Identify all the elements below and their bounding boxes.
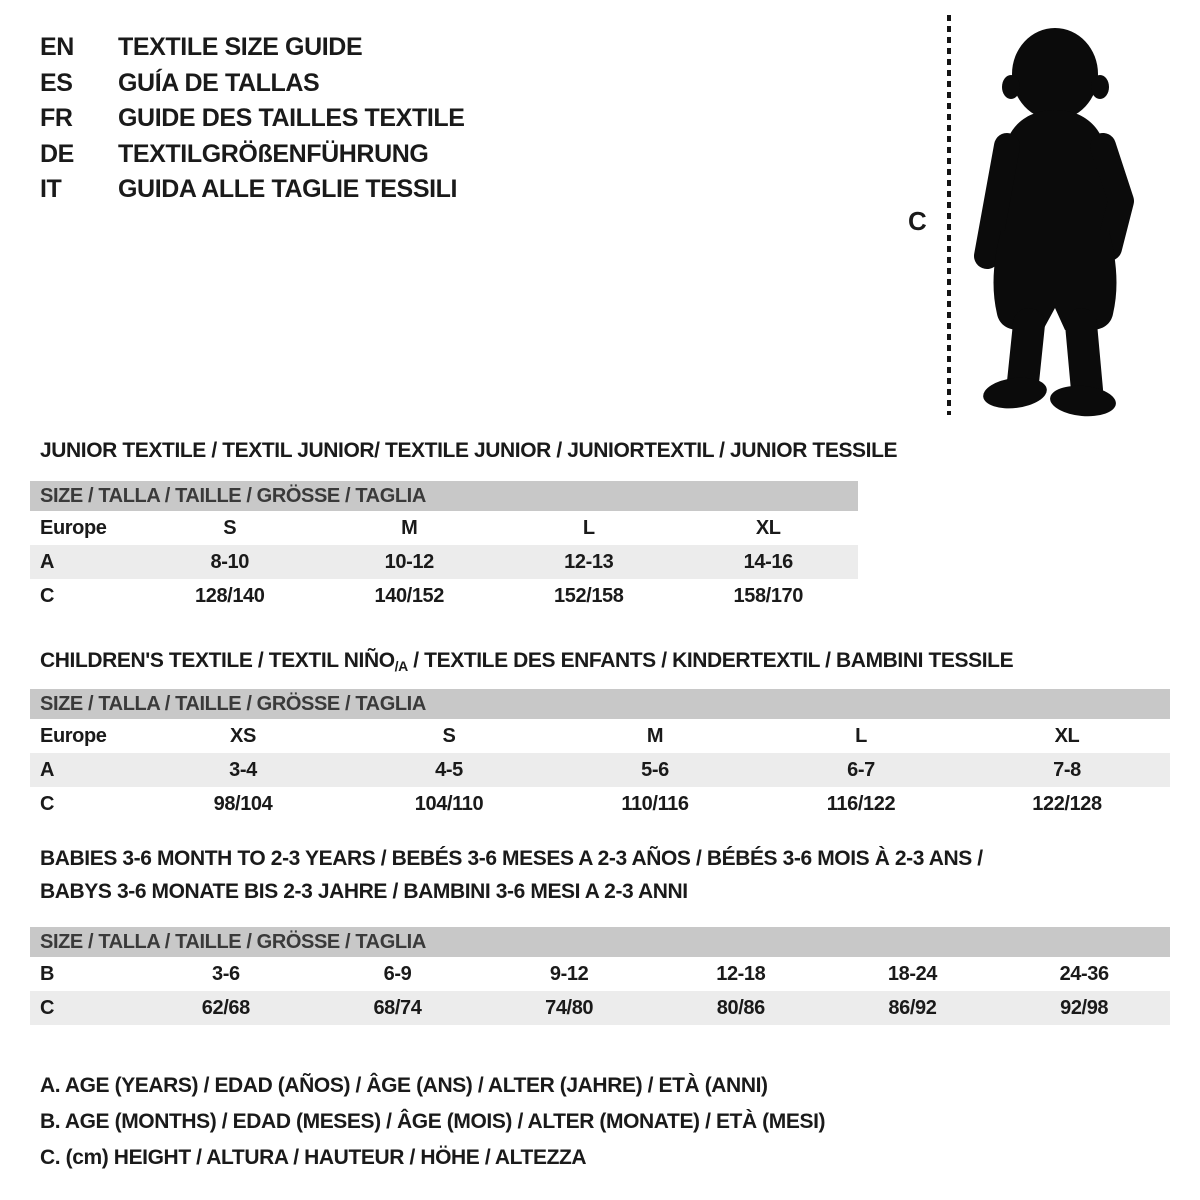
size-cell: M <box>401 516 418 539</box>
size-table-header: SIZE / TALLA / TAILLE / GRÖSSE / TAGLIA <box>30 927 1170 957</box>
size-table-header: SIZE / TALLA / TAILLE / GRÖSSE / TAGLIA <box>30 689 1170 719</box>
table-row <box>30 579 858 613</box>
size-cell: 86/92 <box>888 996 937 1019</box>
size-cell: 122/128 <box>1032 792 1102 815</box>
size-cell: XL <box>1054 724 1080 747</box>
language-row <box>40 137 465 173</box>
size-cell: 92/98 <box>1060 996 1109 1019</box>
size-cell: 110/116 <box>621 792 689 815</box>
size-cell: XS <box>230 724 256 747</box>
legend-line-b: B. AGE (MONTHS) / EDAD (MESES) / ÂGE (MOIS) / ALTER (MONATE) / ETÀ (MESI) <box>40 1110 826 1133</box>
size-cell: XL <box>755 516 781 539</box>
babies-title-line2: BABYS 3-6 MONATE BIS 2-3 JAHRE / BAMBINI 3-6 MESI A 2-3 ANNI <box>40 880 688 903</box>
table-row <box>30 753 1170 787</box>
language-title: GUIDA ALLE TAGLIE TESSILI <box>118 175 458 203</box>
size-cell: 6-9 <box>383 962 412 985</box>
language-code: DE <box>40 139 74 168</box>
language-title: GUÍA DE TALLAS <box>118 68 320 97</box>
size-cell: M <box>646 724 664 747</box>
size-cell: 80/86 <box>716 996 765 1019</box>
size-cell: 3-4 <box>229 758 257 781</box>
size-cell: 98/104 <box>213 792 273 815</box>
size-cell: 14-16 <box>743 550 793 573</box>
size-cell: 3-6 <box>211 962 240 985</box>
table-row <box>30 511 858 545</box>
size-cell: 152/158 <box>554 584 624 607</box>
size-cell: 18-24 <box>887 962 938 985</box>
children-section-title <box>40 644 1013 683</box>
size-cell: L <box>855 724 867 747</box>
language-row <box>40 66 465 102</box>
table-row <box>30 545 858 579</box>
row-label: C <box>40 996 55 1019</box>
size-cell: 10-12 <box>384 550 434 573</box>
legend-line-a: A. AGE (YEARS) / EDAD (AÑOS) / ÂGE (ANS) / ALTER (JAHRE) / ETÀ (ANNI) <box>40 1074 768 1097</box>
toddler-silhouette-icon <box>963 26 1143 418</box>
language-title: TEXTILGRÖßENFÜHRUNG <box>118 139 429 168</box>
children-title-part1: CHILDREN'S TEXTILE / TEXTIL NIÑO <box>40 649 395 672</box>
row-label: A <box>40 758 55 781</box>
size-table-header: SIZE / TALLA / TAILLE / GRÖSSE / TAGLIA <box>30 481 858 511</box>
language-code: EN <box>40 33 74 61</box>
legend-line-c: C. (cm) HEIGHT / ALTURA / HAUTEUR / HÖHE / ALTEZZA <box>40 1146 587 1169</box>
size-cell: 4-5 <box>435 758 463 781</box>
children-title-sub: /A <box>394 658 408 674</box>
row-label: C <box>40 584 55 607</box>
language-title: TEXTILE SIZE GUIDE <box>118 33 363 61</box>
junior-section-title: JUNIOR TEXTILE / TEXTIL JUNIOR/ TEXTILE JUNIOR / JUNIORTEXTIL / JUNIOR TESSILE <box>40 439 898 462</box>
size-cell: 140/152 <box>374 584 444 607</box>
size-cell: S <box>442 724 456 747</box>
size-cell: 24-36 <box>1059 962 1109 985</box>
language-list <box>40 30 465 208</box>
babies-size-table <box>30 927 1170 1025</box>
size-cell: 12-18 <box>716 962 766 985</box>
size-cell: 7-8 <box>1053 758 1081 781</box>
size-cell: 128/140 <box>195 584 265 607</box>
height-measure-label: C <box>908 206 927 236</box>
legend <box>40 1068 825 1176</box>
language-code: FR <box>40 104 73 132</box>
size-cell: 74/80 <box>545 996 594 1019</box>
language-row <box>40 30 465 66</box>
row-label: Europe <box>40 516 107 539</box>
language-code: IT <box>40 175 62 203</box>
table-row <box>30 957 1170 991</box>
row-label: B <box>40 962 55 985</box>
size-cell: 5-6 <box>641 758 669 781</box>
size-cell: 8-10 <box>210 550 249 573</box>
language-title: GUIDE DES TAILLES TEXTILE <box>118 104 465 132</box>
table-row <box>30 787 1170 821</box>
language-row <box>40 101 465 137</box>
size-cell: 104/110 <box>414 792 484 815</box>
size-cell: 6-7 <box>847 758 875 781</box>
language-code: ES <box>40 68 73 97</box>
row-label: A <box>40 550 55 573</box>
row-label: Europe <box>40 724 107 747</box>
babies-title-line1: BABIES 3-6 MONTH TO 2-3 YEARS / BEBÉS 3-6 MESES A 2-3 AÑOS / BÉBÉS 3-6 MOIS À 2-3 ANS / <box>40 847 983 870</box>
table-row <box>30 719 1170 753</box>
height-dashed-line <box>947 15 951 415</box>
language-row <box>40 172 465 208</box>
size-cell: 116/122 <box>826 792 896 815</box>
babies-section-title <box>40 842 983 908</box>
size-cell: 9-12 <box>549 962 589 985</box>
junior-size-table <box>30 481 858 613</box>
size-cell: L <box>582 516 595 539</box>
size-cell: 12-13 <box>564 550 614 573</box>
size-cell: 62/68 <box>201 996 250 1019</box>
size-cell: 158/170 <box>733 584 803 607</box>
children-size-table <box>30 689 1170 821</box>
children-title-part2: / TEXTILE DES ENFANTS / KINDERTEXTIL / BAMBINI TESSILE <box>407 649 1014 672</box>
size-cell: 68/74 <box>373 996 422 1019</box>
row-label: C <box>40 792 55 815</box>
size-cell: S <box>223 516 237 539</box>
table-row <box>30 991 1170 1025</box>
